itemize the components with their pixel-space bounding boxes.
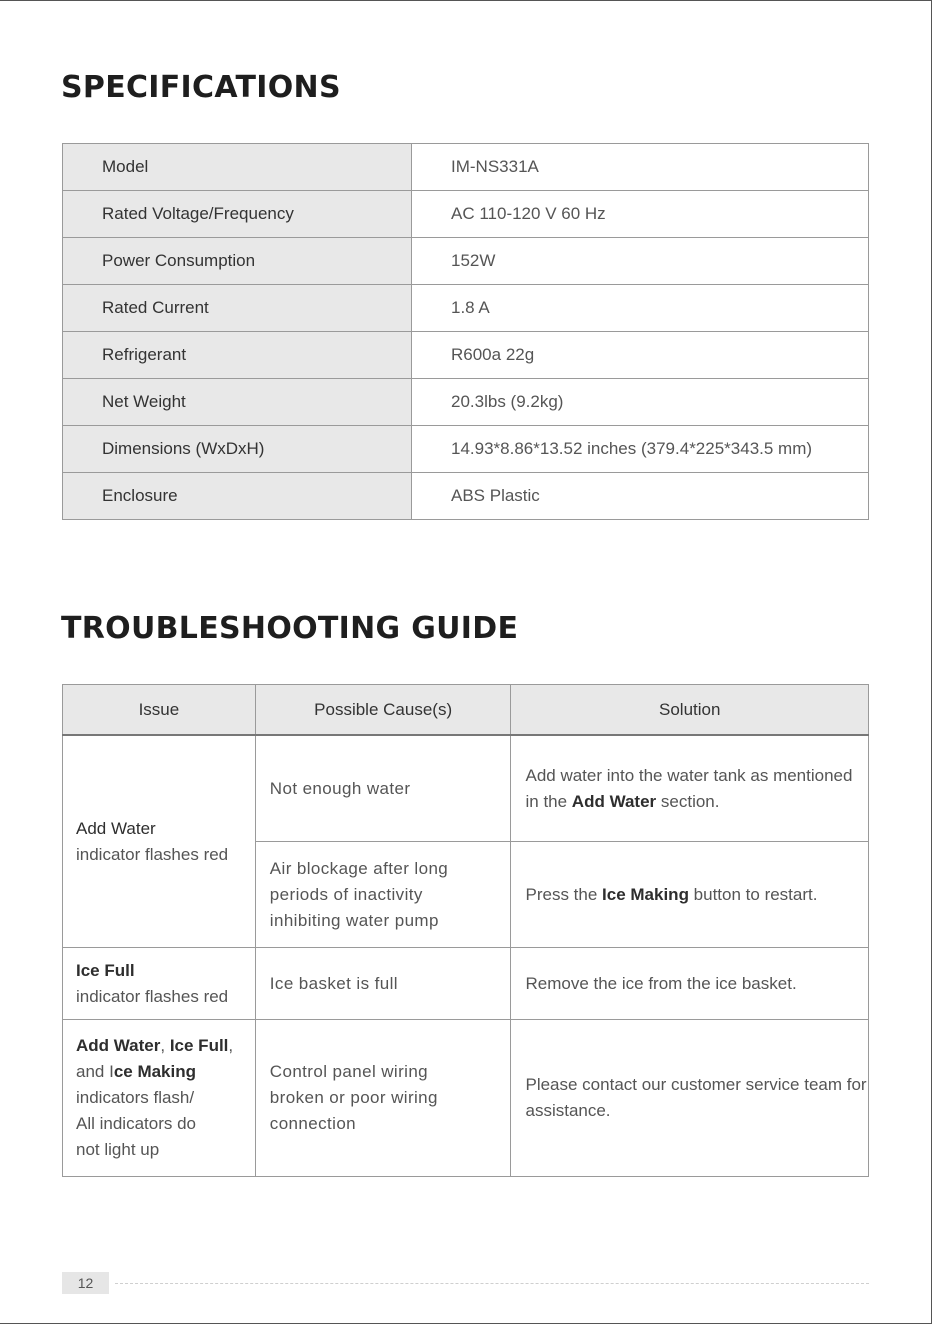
specifications-table: [62, 143, 869, 520]
spec-row: [63, 144, 869, 191]
cause-line: inhibiting water pump: [269, 910, 439, 930]
issue-detail: All indicators do: [76, 1114, 197, 1133]
header-cause: Possible Cause(s): [255, 685, 511, 736]
table-row: [63, 735, 869, 842]
spec-row: [63, 426, 869, 473]
header-issue: Issue: [63, 685, 256, 736]
issue-detail: indicator flashes red: [76, 844, 229, 864]
issue-name: ce Making: [113, 1062, 197, 1081]
solution-text: Press the: [525, 884, 603, 904]
issue-cell: [63, 1020, 256, 1177]
spec-value: IM-NS331A: [412, 144, 869, 191]
solution-emphasis: Ice Making: [602, 884, 689, 904]
spec-label: Refrigerant: [63, 332, 412, 379]
spec-row: [63, 285, 869, 332]
solution-cell: [511, 735, 869, 842]
spec-label: Dimensions (WxDxH): [63, 426, 412, 473]
cause-line: Control panel wiring: [269, 1062, 429, 1081]
solution-cell: [511, 842, 869, 948]
spec-value: 20.3lbs (9.2kg): [412, 379, 869, 426]
issue-separator: ,: [228, 1036, 234, 1055]
table-row: [63, 948, 869, 1020]
solution-text: button to restart.: [688, 884, 818, 904]
spec-label: Enclosure: [63, 473, 412, 520]
spec-label: Rated Voltage/Frequency: [63, 191, 412, 238]
footer-divider: [115, 1283, 869, 1284]
spec-label: Power Consumption: [63, 238, 412, 285]
spec-row: [63, 191, 869, 238]
spec-row: [63, 473, 869, 520]
issue-detail: indicators flash/: [76, 1088, 195, 1107]
cause-cell: [255, 1020, 511, 1177]
cause-cell: [255, 842, 511, 948]
solution-text: section.: [656, 791, 720, 811]
spec-row: [63, 332, 869, 379]
spec-value: 1.8 A: [412, 285, 869, 332]
spec-value: 14.93*8.86*13.52 inches (379.4*225*343.5 mm): [412, 426, 869, 473]
solution-text: Add water into the water tank as mentioned in the: [525, 765, 853, 811]
spec-label: Model: [63, 144, 412, 191]
solution-cell: Please contact our customer service team for assistance.: [511, 1020, 869, 1177]
troubleshooting-title: TROUBLESHOOTING GUIDE: [61, 611, 519, 646]
cause-line: Air blockage after long: [269, 858, 449, 878]
table-header-row: [63, 685, 869, 736]
table-row: [63, 1020, 869, 1177]
cause-line: periods of inactivity: [269, 884, 423, 904]
spec-label: Net Weight: [63, 379, 412, 426]
cause-line: broken or poor wiring: [269, 1088, 438, 1107]
issue-name: Add Water: [76, 1036, 161, 1055]
spec-value: AC 110-120 V 60 Hz: [412, 191, 869, 238]
cause-line: connection: [269, 1114, 357, 1133]
troubleshooting-table: [62, 684, 869, 1177]
cause-cell: Ice basket is full: [255, 948, 511, 1020]
spec-value: ABS Plastic: [412, 473, 869, 520]
spec-row: [63, 379, 869, 426]
issue-detail: indicator flashes red: [76, 986, 229, 1006]
specifications-title: SPECIFICATIONS: [61, 70, 341, 105]
spec-row: [63, 238, 869, 285]
solution-emphasis: Add Water: [571, 791, 657, 811]
solution-cell: Remove the ice from the ice basket.: [511, 948, 869, 1020]
issue-cell: [63, 735, 256, 948]
issue-name: Ice Full: [169, 1036, 229, 1055]
issue-separator: ,: [160, 1036, 170, 1055]
spec-label: Rated Current: [63, 285, 412, 332]
header-solution: Solution: [511, 685, 869, 736]
issue-detail: not light up: [76, 1140, 160, 1159]
spec-value: 152W: [412, 238, 869, 285]
issue-detail: and I: [76, 1062, 114, 1081]
issue-name: Ice Full: [76, 960, 135, 980]
issue-cell: [63, 948, 256, 1020]
cause-cell: Not enough water: [255, 735, 511, 842]
spec-value: R600a 22g: [412, 332, 869, 379]
issue-name: Add Water: [76, 818, 156, 838]
page-number: 12: [62, 1272, 109, 1294]
